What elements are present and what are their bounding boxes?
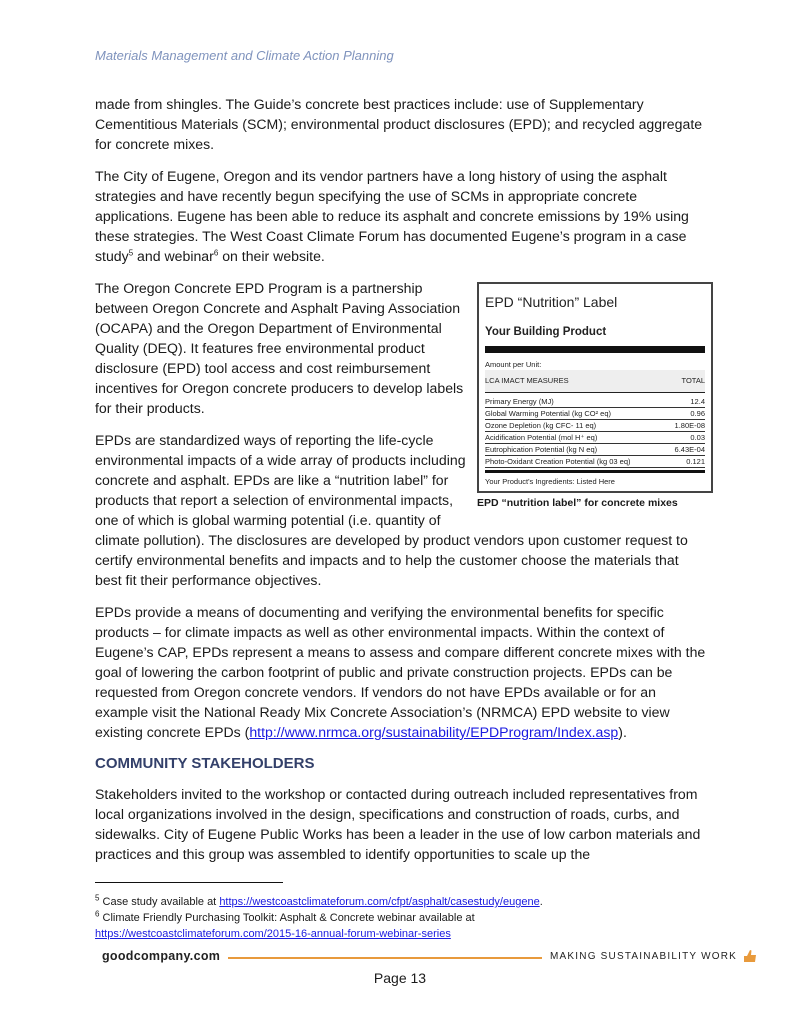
- epd-row-value: 6.43E-04: [674, 445, 705, 454]
- epd-row: [485, 396, 705, 408]
- figure-caption: EPD “nutrition label” for concrete mixes: [477, 497, 678, 509]
- epd-row: [485, 408, 705, 420]
- epd-row-label: Ozone Depletion (kg CFC- 11 eq): [485, 421, 597, 430]
- paragraph: The Oregon Concrete EPD Program is a partnership between Oregon Concrete and Asphalt Paving Association (OCAPA) and the Oregon Department of Environmental Quality (DEQ). It features free environmental product disclosure (EPD) tool access and cost reimbursement incentives for Oregon concrete producers to develop labels for their products.: [95, 280, 464, 416]
- epd-row: [485, 420, 705, 432]
- text: EPDs provide a means of documenting and verifying the environmental benefits for specific products – for climate impacts as well as other environmental impacts. Within the context of Eugene’s CAP, EPDs represent a means to assess and compare different concrete mixes with the goal of lowering the carbon footprint of public and private construction projects. EPDs can be requested from Oregon concrete vendors. If vendors do not have EPDs available or for an example visit the National Ready Mix Concrete Association’s (NRMCA) EPD website to view existing concrete EPDs (: [95, 604, 706, 740]
- epd-row-value: 12.4: [690, 397, 705, 406]
- section-heading: COMMUNITY STAKEHOLDERS: [95, 755, 315, 772]
- footnote-ref[interactable]: 6: [213, 248, 219, 258]
- footnote-number: 6: [95, 909, 100, 919]
- epd-label-image: [477, 282, 713, 493]
- epd-row-value: 0.121: [686, 457, 705, 466]
- epd-row-label: Photo-Oxidant Creation Potential (kg 03 eq): [485, 457, 631, 466]
- footer-tagline: MAKING SUSTAINABILITY WORK: [550, 950, 737, 962]
- nrmca-link[interactable]: http://www.nrmca.org/sustainability/EPDProgram/Index.asp: [249, 724, 619, 740]
- text: Case study available at: [99, 896, 220, 908]
- casestudy-link[interactable]: https://westcoastclimateforum.com/cfpt/asphalt/casestudy/eugene: [219, 896, 540, 908]
- paragraph: [95, 602, 707, 742]
- epd-row: [485, 432, 705, 444]
- epd-header-row: [485, 370, 705, 393]
- epd-row-label: Primary Energy (MJ): [485, 397, 554, 406]
- text: ).: [618, 724, 627, 740]
- running-header: Materials Management and Climate Action Planning: [95, 48, 394, 63]
- col-total: TOTAL: [681, 376, 705, 385]
- webinar-link[interactable]: https://westcoastclimateforum.com/2015-16-annual-forum-webinar-series: [95, 928, 451, 940]
- epd-ingredients: Your Product's Ingredients: Listed Here: [485, 477, 615, 486]
- divider: [485, 346, 705, 353]
- epd-amount: Amount per Unit:: [485, 360, 542, 369]
- footnote-ref[interactable]: 5: [128, 248, 134, 258]
- thumbs-up-icon: [743, 949, 757, 963]
- page-footer: [102, 949, 757, 963]
- footnotes: [95, 894, 735, 942]
- footnote-separator: [95, 882, 283, 883]
- epd-row: [485, 444, 705, 456]
- paragraph: Stakeholders invited to the workshop or contacted during outreach included representatives from local organizations involved in the design, specifications and construction of roads, curbs, and sidewalks. City of Eugene Public Works has been a leader in the use of low carbon materials and practices and this group was assembled to identify opportunities to scale up the: [95, 786, 701, 862]
- epd-row-value: 0.96: [690, 409, 705, 418]
- footnote-5: [95, 894, 735, 910]
- footnote-6: [95, 910, 735, 942]
- text: on their website.: [218, 248, 325, 264]
- page-number: Page 13: [373, 970, 427, 986]
- epd-row-value: 0.03: [690, 433, 705, 442]
- epd-product: Your Building Product: [485, 326, 607, 338]
- epd-title: EPD “Nutrition” Label: [485, 294, 618, 310]
- footer-rule: [228, 957, 542, 959]
- epd-row: [485, 456, 705, 468]
- epd-row-label: Eutrophication Potential (kg N eq): [485, 445, 598, 454]
- divider: [485, 470, 705, 473]
- col-measure: LCA IMACT MEASURES: [485, 376, 569, 385]
- epd-figure: [477, 282, 717, 510]
- footnote-number: 5: [95, 893, 100, 903]
- epd-row-label: Acidification Potential (mol H⁺ eq): [485, 433, 598, 442]
- paragraph: [95, 166, 707, 266]
- text: .: [539, 896, 543, 908]
- footer-site: goodcompany.com: [102, 949, 221, 963]
- paragraph: EPDs are standardized ways of reporting the life-cycle environmental impacts of a wide array of products including concrete and asphalt. EPDs are like a “nutrition label” for products that report a selection of environmental impacts, one of which is global warming potential (i.e. quantity of climate pollution). The disclosures are developed by product vendors upon customer request to certify environmental benefits and impacts and to help the customer choose the materials that best fit their performance objectives.: [95, 432, 688, 588]
- body-content: [95, 94, 707, 876]
- text: and webinar: [133, 248, 214, 264]
- text: The City of Eugene, Oregon and its vendor partners have a long history of using the asphalt strategies and have recently begun specifying the use of SCMs in appropriate concrete applications. Eugene has been able to reduce its asphalt and concrete emissions by 19% using these strategies. The West Coast Climate Forum has documented Eugene’s program in a case study: [95, 168, 689, 264]
- paragraph: made from shingles. The Guide’s concrete best practices include: use of Supplementary Cementitious Materials (SCM); environmental product disclosures (EPD); and recycled aggregate for concrete mixes.: [95, 96, 703, 152]
- epd-row-label: Global Warming Potential (kg CO² eq): [485, 409, 612, 418]
- epd-row-value: 1.80E-08: [674, 421, 705, 430]
- text: Climate Friendly Purchasing Toolkit: Asphalt & Concrete webinar available at: [99, 912, 475, 924]
